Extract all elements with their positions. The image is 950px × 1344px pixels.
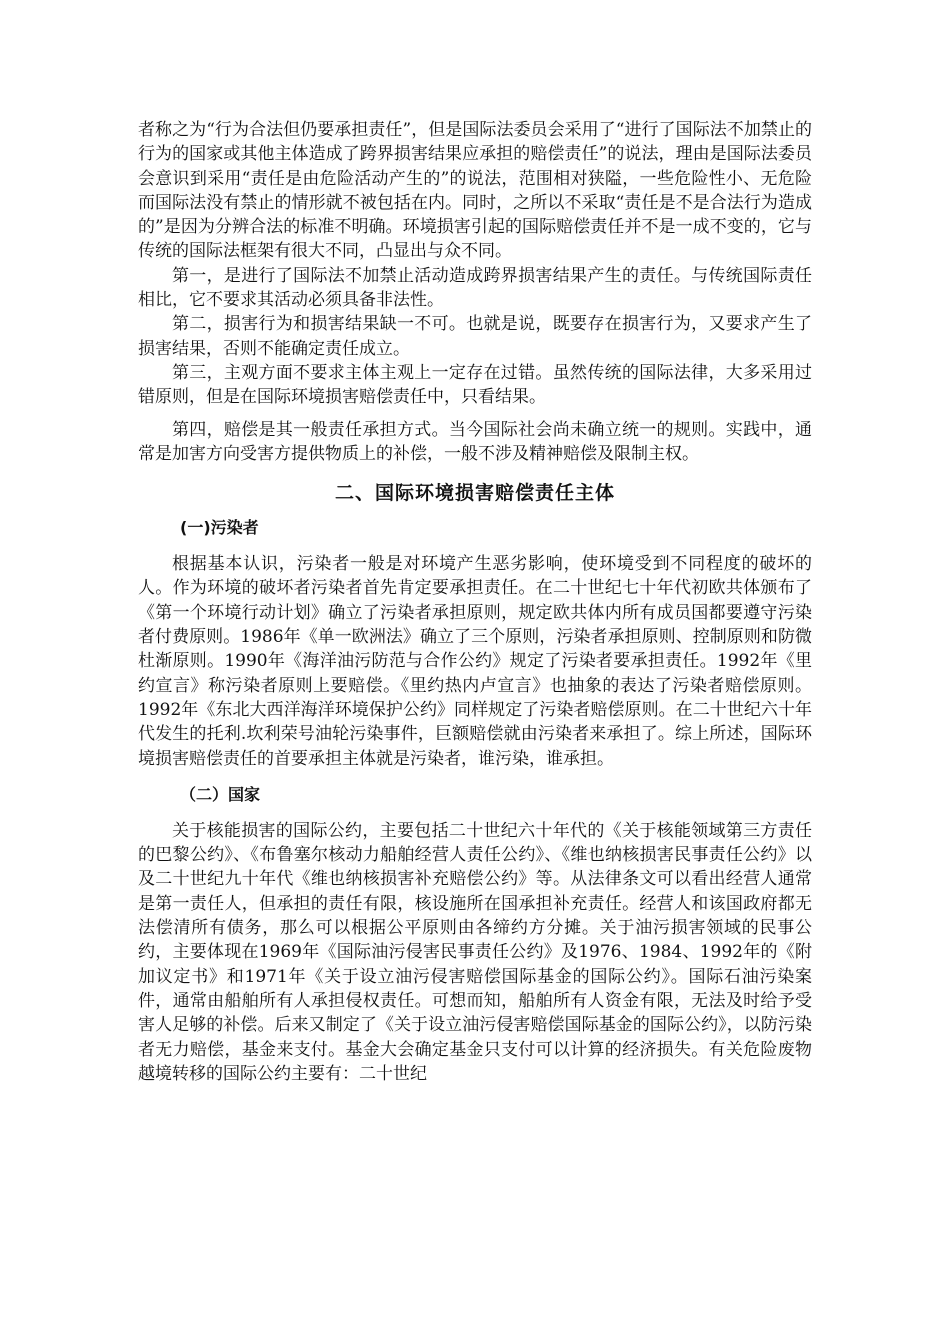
point-three-paragraph: 第三，主观方面不要求主体主观上一定存在过错。虽然传统的国际法律，大多采用过错原则，但是在国际环境损害赔偿责任中，只看结果。 xyxy=(138,362,812,408)
point-four-paragraph: 第四，赔偿是其一般责任承担方式。当今国际社会尚未确立统一的规则。实践中，通常是加害方向受害方提供物质上的补偿，一般不涉及精神赔偿及限制主权。 xyxy=(138,419,812,464)
point-two-paragraph: 第二，损害行为和损害结果缺一不可。也就是说，既要存在损害行为，又要求产生了损害结果，否则不能确定责任成立。 xyxy=(138,314,812,359)
document-page xyxy=(138,118,812,1086)
polluter-paragraph: 根据基本认识，污染者一般是对环境产生恶劣影响，使环境受到不同程度的破坏的人。作为环境的破坏者污染者首先肯定要承担责任。在二十世纪七十年代初欧共体颁布了《第一个环境行动计划》确立了污染者承担原则，规定欧共体内所有成员国都要遵守污染者付费原则。1986年《单一欧洲法》确立了三个原则，污染者承担原则、控制原则和防微杜渐原则。1990年《海洋油污防范与合作公约》规定了污染者要承担责任。1992年《里约宣言》称污染者原则上要赔偿。《里约热内卢宣言》也抽象的表达了污染者赔偿原则。1992年《东北大西洋海洋环境保护公约》同样规定了污染者赔偿原则。在二十世纪六十年代发生的托利.坎利荣号油轮污染事件，巨额赔偿就由污染者来承担了。综上所述，国际环境损害赔偿责任的首要承担主体就是污染者，谁污染，谁承担。 xyxy=(138,554,812,769)
subsection-heading-state: （二）国家 xyxy=(180,784,261,804)
state-paragraph: 关于核能损害的国际公约，主要包括二十世纪六十年代的《关于核能领域第三方责任的巴黎公约》、《布鲁塞尔核动力船舶经营人责任公约》、《维也纳核损害民事责任公约》以及二十世纪九十年代《维也纳核损害补充赔偿公约》等。从法律条文可以看出经营人通常是第一责任人，但承担的责任有限，核设施所在国承担补充责任。经营人和该国政府都无法偿清所有债务，那么可以根据公平原则由各缔约方分摊。关于油污损害领域的民事公约，主要体现在1969年《国际油污侵害民事责任公约》及1976、1984、1992年的《附加议定书》和1971年《关于设立油污侵害赔偿国际基金的国际公约》。国际石油污染案件，通常由船舶所有人承担侵权责任。可想而知，船舶所有人资金有限，无法及时给予受害人足够的补偿。后来又制定了《关于设立油污侵害赔偿国际基金的国际公约》，以防污染者无力赔偿，基金来支付。基金大会确定基金只支付可以计算的经济损失。有关危险废物越境转移的国际公约主要有：二十世纪 xyxy=(138,820,812,1084)
subsection-heading-polluter: (一)污染者 xyxy=(180,518,259,538)
point-one-paragraph: 第一，是进行了国际法不加禁止活动造成跨界损害结果产生的责任。与传统国际责任相比，它不要求其活动必须具备非法性。 xyxy=(138,265,812,311)
intro-paragraph-continued: 者称之为“行为合法但仍要承担责任”，但是国际法委员会采用了“进行了国际法不加禁止的行为的国家或其他主体造成了跨界损害结果应承担的赔偿责任”的说法，理由是国际法委员会意识到采用“责任是由危险活动产生的”的说法，范围相对狭隘，一些危险性小、无危险而国际法没有禁止的情形就不被包括在内。同时，之所以不采取“责任是不是合法行为造成的”是因为分辨合法的标准不明确。环境损害引起的国际赔偿责任并不是一成不变的，它与传统的国际法框架有很大不同，凸显出与众不同。 xyxy=(138,120,812,262)
section-heading: 二、国际环境损害赔偿责任主体 xyxy=(334,482,615,505)
